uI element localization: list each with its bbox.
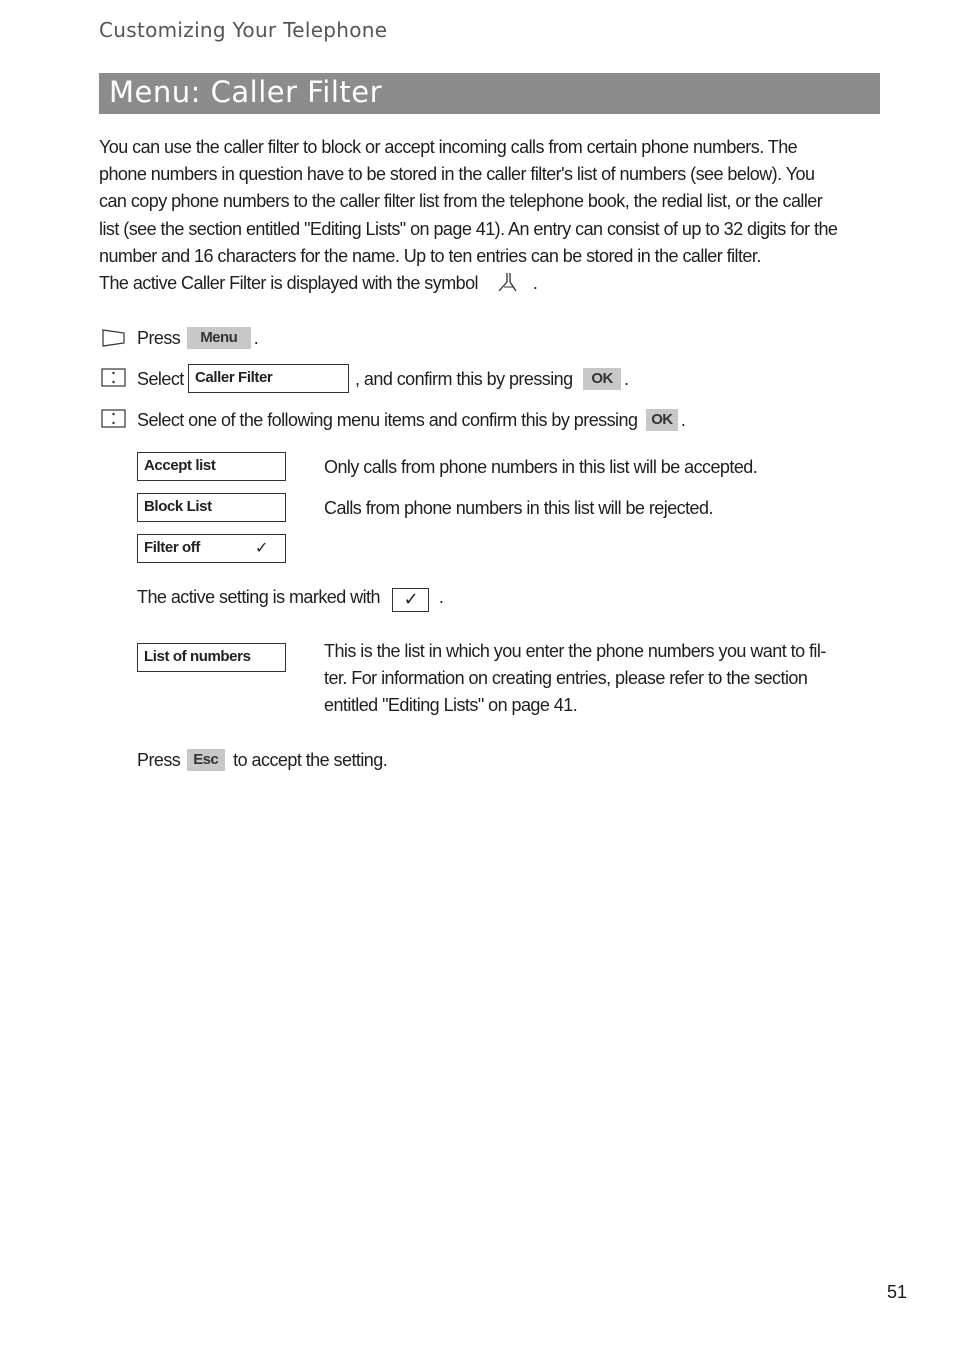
intro-line: number and 16 characters for the name. Up to ten entries can be stored in the caller filter. [99,245,761,266]
symbol-line-text: The active Caller Filter is displayed with the symbol [99,273,479,294]
step-end: . [680,410,686,430]
accept-list-description: Only calls from phone numbers in this list will be accepted. [324,457,758,477]
step-confirm [355,366,629,393]
intro-line: can copy phone numbers to the caller filter list from the telephone book, the redial list, or the caller [99,191,823,212]
option-label: List of numbers [144,648,251,665]
accept-list-option[interactable] [137,452,286,481]
step-text: Press [137,750,181,770]
filter-off-option[interactable] [137,534,286,563]
active-setting-note [137,584,443,612]
checkmark-box-icon [392,588,429,612]
step-end: . [253,328,259,348]
step-end: to accept the setting. [233,750,388,770]
intro-line: phone numbers in question have to be stored in the caller filter's list of numbers (see below). You [99,164,815,185]
note-text: The active setting is marked with [137,587,380,607]
navigation-key-icon [101,409,126,428]
checkmark-icon: ✓ [255,538,269,557]
symbol-line [99,270,889,297]
step-press-menu [137,325,258,352]
step-select-label: Select [137,369,184,389]
navigation-key-icon [101,368,126,387]
description-line: This is the list in which you enter the phone numbers you want to fil- [324,641,826,661]
caller-filter-field-label: Caller Filter [195,369,273,386]
description-line: entitled "Editing Lists" on page 41. [324,695,578,716]
caller-filter-field[interactable] [188,364,349,393]
page-title: Menu: Caller Filter [109,75,383,109]
block-list-option[interactable] [137,493,286,522]
esc-key[interactable]: Esc [187,749,225,771]
option-label: Filter off [144,539,200,556]
menu-key[interactable]: Menu [187,327,251,349]
description-line: ter. For information on creating entries, please refer to the section [324,668,808,689]
caller-filter-icon [496,271,518,293]
block-list-description: Calls from phone numbers in this list will be rejected. [324,498,713,518]
intro-paragraph [99,134,889,297]
section-header: Customizing Your Telephone [99,18,388,42]
page-number: 51 [887,1282,908,1302]
step-select-option [137,407,685,434]
list-of-numbers-description [324,638,884,720]
symbol-line-end: . [532,273,538,294]
option-label: Accept list [144,457,216,474]
step-text: , and confirm this by pressing [355,369,573,389]
list-of-numbers-option[interactable] [137,643,286,672]
note-end: . [438,587,444,607]
step-text: Press [137,328,181,348]
ok-key[interactable]: OK [646,409,678,431]
intro-line: list (see the section entitled "Editing Lists" on page 41). An entry can consist of up to 32 digits for the [99,218,838,239]
final-step [137,747,387,774]
step-text: Select one of the following menu items and confirm this by pressing [137,410,638,430]
softkey-icon [102,329,126,347]
page-title-bar [99,73,880,114]
ok-key[interactable]: OK [583,368,621,390]
checkmark-icon: ✓ [403,589,419,610]
step-end: . [624,369,629,389]
intro-line: You can use the caller filter to block or accept incoming calls from certain phone numbers. The [99,137,798,157]
option-label: Block List [144,498,212,515]
